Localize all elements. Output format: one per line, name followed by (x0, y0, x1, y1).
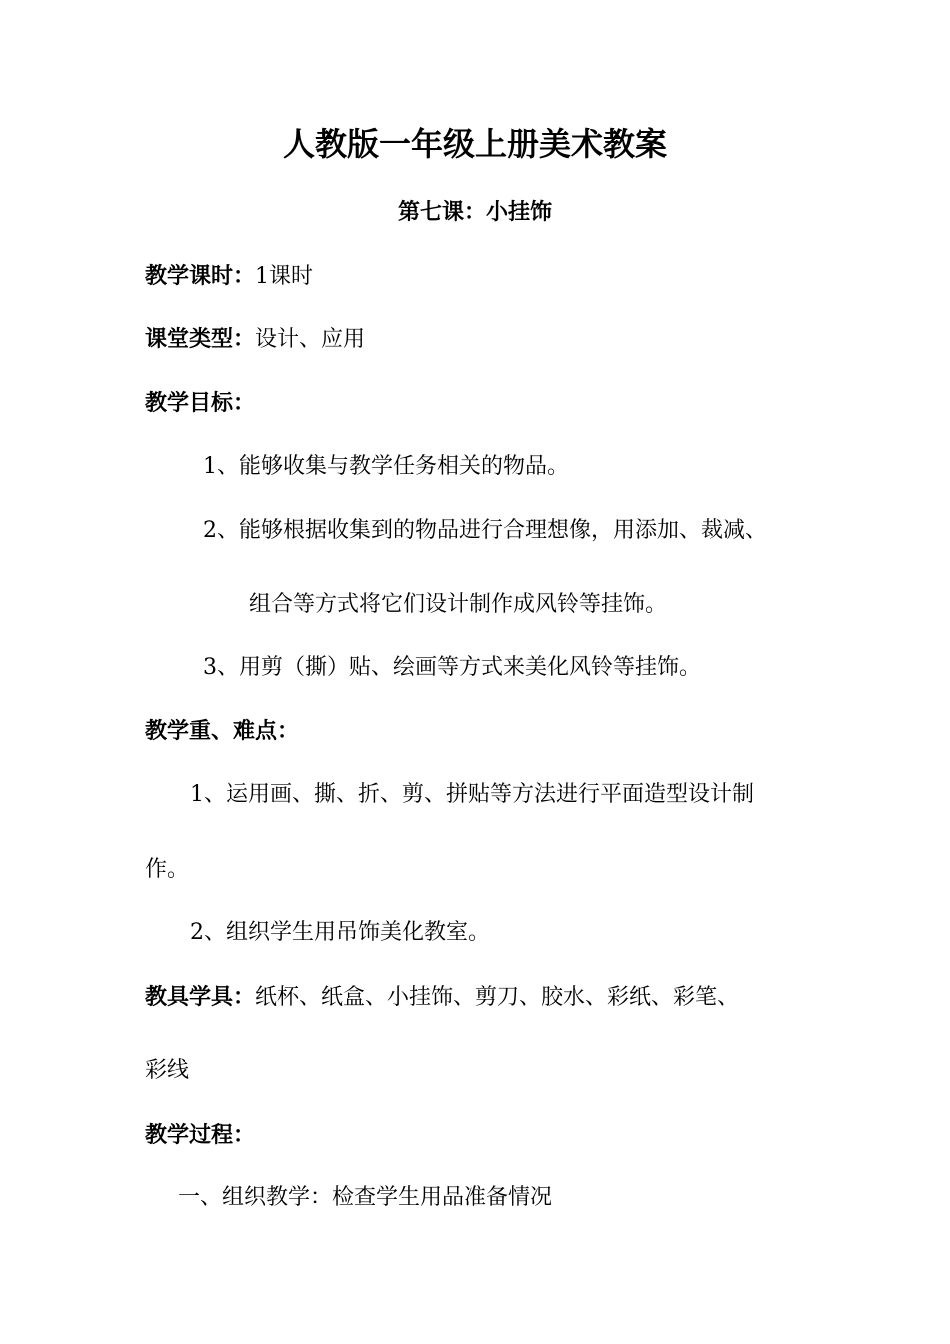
key-point-item-1-line-1: 1、运用画、撕、折、剪、拼贴等方法进行平面造型设计制 (190, 782, 754, 807)
class-type-row (145, 324, 365, 355)
class-hours-row (145, 261, 313, 292)
document-title: 人教版一年级上册美术教案 (282, 125, 667, 163)
key-points-heading: 教学重、难点： (145, 718, 300, 744)
objective-item-3: 3、用剪（撕）贴、绘画等方式来美化风铃等挂饰。 (203, 655, 701, 680)
tools-value-line-2: 彩线 (145, 1058, 190, 1083)
process-heading: 教学过程： (145, 1122, 256, 1148)
class-hours-label: 教学课时： (145, 263, 256, 289)
objective-item-2-line-2: 组合等方式将它们设计制作成风铃等挂饰。 (249, 592, 668, 617)
tools-row (145, 982, 739, 1013)
tools-value-line-1: 纸杯、纸盒、小挂饰、剪刀、胶水、彩纸、彩笔、 (255, 985, 740, 1010)
key-point-item-2: 2、组织学生用吊饰美化教室。 (190, 920, 490, 945)
process-step-1: 一、组织教学：检查学生用品准备情况 (178, 1185, 553, 1210)
key-point-item-1-line-2: 作。 (145, 857, 190, 882)
lesson-title: 第七课：小挂饰 (397, 199, 552, 225)
class-type-label: 课堂类型： (145, 326, 256, 352)
tools-label: 教具学具： (145, 984, 256, 1010)
objective-item-2-line-1: 2、能够根据收集到的物品进行合理想像，用添加、裁减、 (203, 518, 767, 543)
class-type-value: 设计、应用 (255, 327, 366, 352)
objectives-heading: 教学目标： (145, 390, 256, 416)
objective-item-1: 1、能够收集与教学任务相关的物品。 (203, 454, 569, 479)
class-hours-value: 1课时 (255, 264, 314, 289)
